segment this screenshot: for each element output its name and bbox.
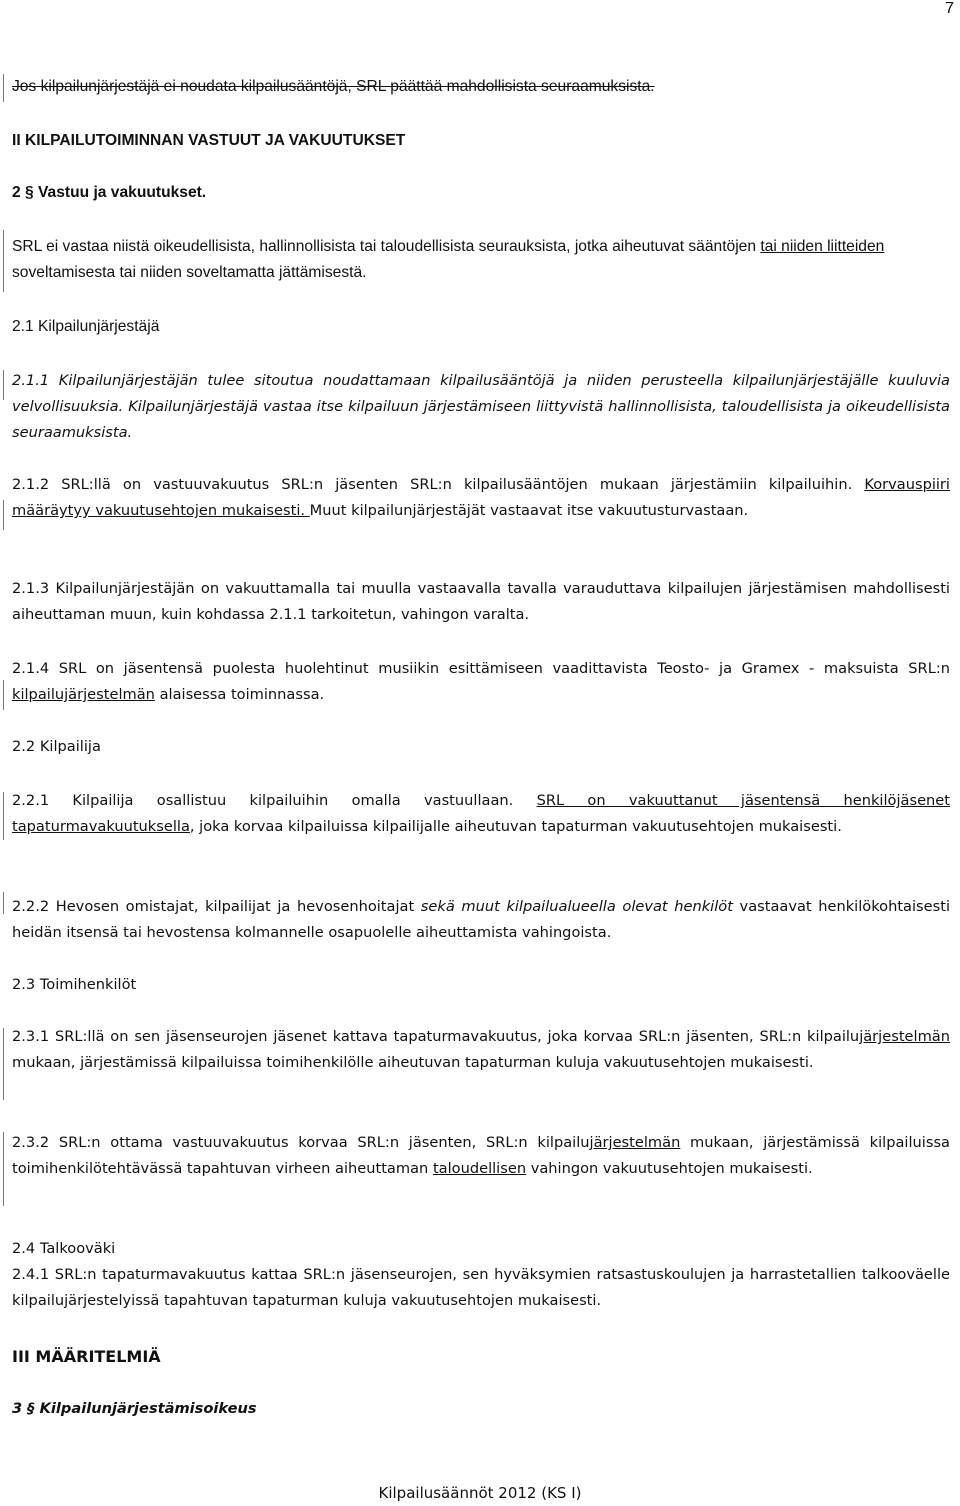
paragraph-2-2-2: 2.2.2 Hevosen omistajat, kilpailijat ja hevosenhoitajat sekä muut kilpailualueella olevat henkilöt vastaavat henkilökohtaisesti heidän itsensä tai hevostensa kolmannelle osapuolelle aiheuttamista vahingoista.: [12, 898, 950, 941]
section-heading-3: 3 § Kilpailunjärjestämisoikeus: [12, 1400, 257, 1417]
change-bar: [3, 500, 4, 530]
subheading-2-1: 2.1 Kilpailunjärjestäjä: [12, 318, 160, 335]
page-number: 7: [945, 0, 954, 17]
change-bar: [3, 792, 4, 840]
chapter-heading-ii: II KILPAILUTOIMINNAN VASTUUT JA VAKUUTUKSET: [12, 132, 406, 149]
page-footer: Kilpailusäännöt 2012 (KS I): [378, 1484, 582, 1502]
paragraph-srl-liability: SRL ei vastaa niistä oikeudellisista, hallinnollisista tai taloudellisista seurauksista, jotka aiheutuvat sääntöjen tai niiden liitteiden soveltamisesta tai niiden soveltamatta jättämisestä.: [12, 238, 885, 281]
paragraph-2-1-2: 2.1.2 SRL:llä on vastuuvakuutus SRL:n jäsenten SRL:n kilpailusääntöjen mukaan järjestämiin kilpailuihin. Korvauspiiri määräytyy vakuutusehtojen mukaisesti. Muut kilpailunjärjestäjät vastaavat itse vakuutusturvastaan.: [12, 476, 950, 519]
paragraph-2-4-1: 2.4.1 SRL:n tapaturmavakuutus kattaa SRL:n jäsenseurojen, sen hyväksymien ratsastuskoulujen ja harrastetallien talkooväelle kilpailujärjestelyissä tapahtuvan tapaturman kuluja vakuutusehtojen mukaisesti.: [12, 1266, 950, 1309]
struck-paragraph: Jos kilpailunjärjestäjä ei noudata kilpailusääntöjä, SRL päättää mahdollisista seuraamuksista.: [12, 78, 655, 95]
section-heading-2: 2 § Vastuu ja vakuutukset.: [12, 184, 207, 201]
paragraph-2-1-4: 2.1.4 SRL on jäsentensä puolesta huolehtinut musiikin esittämiseen vaadittavista Teosto- ja Gramex - maksuista SRL:n kilpailujärjestelmän alaisessa toiminnassa.: [12, 660, 950, 703]
paragraph-2-3-1: 2.3.1 SRL:llä on sen jäsenseurojen jäsenet kattava tapaturmavakuutus, joka korvaa SRL:n jäsenten, SRL:n kilpailujärjestelmän mukaan, järjestämissä kilpailuissa toimihenkilölle aiheutuvan tapaturman kuluja vakuutusehtojen mukaisesti.: [12, 1028, 950, 1071]
subheading-2-4: 2.4 Talkooväki: [12, 1240, 116, 1257]
change-bar: [3, 1028, 4, 1100]
change-bar: [3, 680, 4, 710]
paragraph-2-3-2: 2.3.2 SRL:n ottama vastuuvakuutus korvaa SRL:n jäsenten, SRL:n kilpailujärjestelmän mukaan, järjestämissä kilpailuissa toimihenkilötehtävässä tapahtuvan virheen aiheuttaman taloudellisen vahingon vakuutusehtojen mukaisesti.: [12, 1134, 950, 1177]
paragraph-2-1-1: 2.1.1 Kilpailunjärjestäjän tulee sitoutua noudattamaan kilpailusääntöjä ja niiden perusteella kilpailunjärjestäjälle kuuluvia velvollisuuksia. Kilpailunjärjestäjä vastaa itse kilpailuun järjestämiseen liittyvistä hallinnollisista, taloudellisista ja oikeudellisista seuraamuksista.: [12, 372, 950, 441]
paragraph-2-2-1: 2.2.1 Kilpailija osallistuu kilpailuihin omalla vastuullaan. SRL on vakuuttanut jäsentensä henkilöjäsenet tapaturmavakuutuksella, joka korvaa kilpailuissa kilpailijalle aiheutuvan tapaturman vakuutusehtojen mukaisesti.: [12, 792, 951, 835]
subheading-2-2: 2.2 Kilpailija: [12, 738, 101, 755]
change-bar: [3, 74, 4, 102]
change-bar: [3, 230, 4, 292]
change-bar: [3, 892, 4, 914]
change-bar: [3, 1132, 4, 1206]
change-bar: [3, 370, 4, 400]
subheading-2-3: 2.3 Toimihenkilöt: [12, 976, 137, 993]
chapter-heading-iii: III MÄÄRITELMIÄ: [12, 1347, 161, 1366]
paragraph-2-1-3: 2.1.3 Kilpailunjärjestäjän on vakuuttamalla tai muulla vastaavalla tavalla varauduttava kilpailujen järjestämisen mahdollisesti aiheuttaman muun, kuin kohdassa 2.1.1 tarkoitetun, vahingon varalta.: [12, 580, 950, 623]
